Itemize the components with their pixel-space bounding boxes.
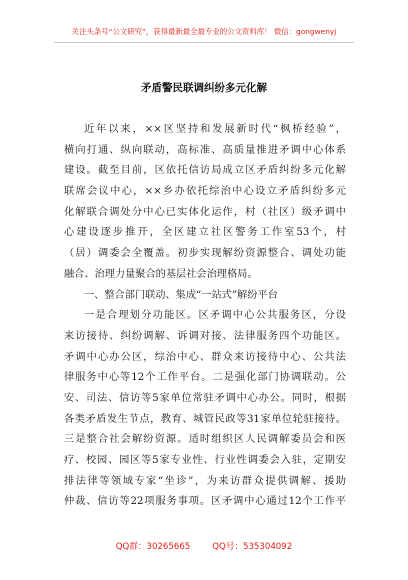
document-body: [64, 120, 346, 513]
text-line: 化解联合调处分中心已实体化运作，村（社区）级矛调中: [64, 206, 346, 218]
text-line: 安、司法、信访等5家单位常驻矛调中心办公。同时，根据: [64, 392, 346, 404]
header-divider: [54, 42, 354, 43]
text-line: 联席会议中心，××乡办依托综治中心设立矛盾纠纷多元: [64, 186, 346, 198]
text-line: 横向打通、纵向联动，高标准、高质量推进矛调中心体系: [64, 144, 346, 156]
qq-number: QQ号：535304092: [212, 542, 293, 552]
text-line: 疗、校园、园区等5家专业性、行业性调委会入驻，定期安: [64, 455, 346, 466]
text-line: （居）调委会全覆盖。初步实现解纷资源整合、调处功能: [64, 248, 346, 260]
text-line: 融合、治理力量聚合的基层社会治理格局。: [64, 268, 258, 280]
text-line: 矛调中心办公区，综治中心、群众来访接待中心、公共法: [64, 351, 346, 363]
text-line: 建设。截至目前，区依托信访局成立区矛盾纠纷多元化解: [64, 165, 346, 177]
text-line: 排法律等领域专家“坐诊”，为来访群众提供调解、援助: [64, 475, 346, 487]
text-line: 律服务中心等12个工作平台。二是强化部门协调联动。公: [64, 372, 346, 384]
text-line: 心建设逐步推开，全区建立社区警务工作室53个，村: [64, 227, 346, 239]
footer-contact: [0, 540, 408, 552]
section-heading: 一、整合部门联动、集成“一站式”解纷平台: [84, 289, 278, 301]
text-line: 仲裁、信访等22项服务事项。区矛调中心通过12个工作平: [64, 496, 346, 508]
text-line: 各类矛盾发生节点，教育、城管民政等31家单位轮驻接待。: [64, 413, 346, 425]
text-line: 一是合理划分功能区。区矛调中心公共服务区，分设: [84, 310, 346, 322]
text-line: 近年以来，××区坚持和发展新时代“枫桥经验”，: [84, 124, 346, 135]
text-line: 三是整合社会解纷资源。适时组织区人民调解委员会和医: [64, 434, 346, 446]
qq-group-number: QQ群：30265665: [115, 542, 191, 552]
text-line: 来访接待、纠纷调解、诉调对接、法律服务四个功能区。: [64, 330, 346, 342]
document-title: 矛盾警民联调纠纷多元化解: [141, 82, 267, 94]
header-banner: 关注头条号“公文研究”，获得最新最全最专业的公文资料库！ 微信：gongwenyj: [71, 27, 337, 36]
